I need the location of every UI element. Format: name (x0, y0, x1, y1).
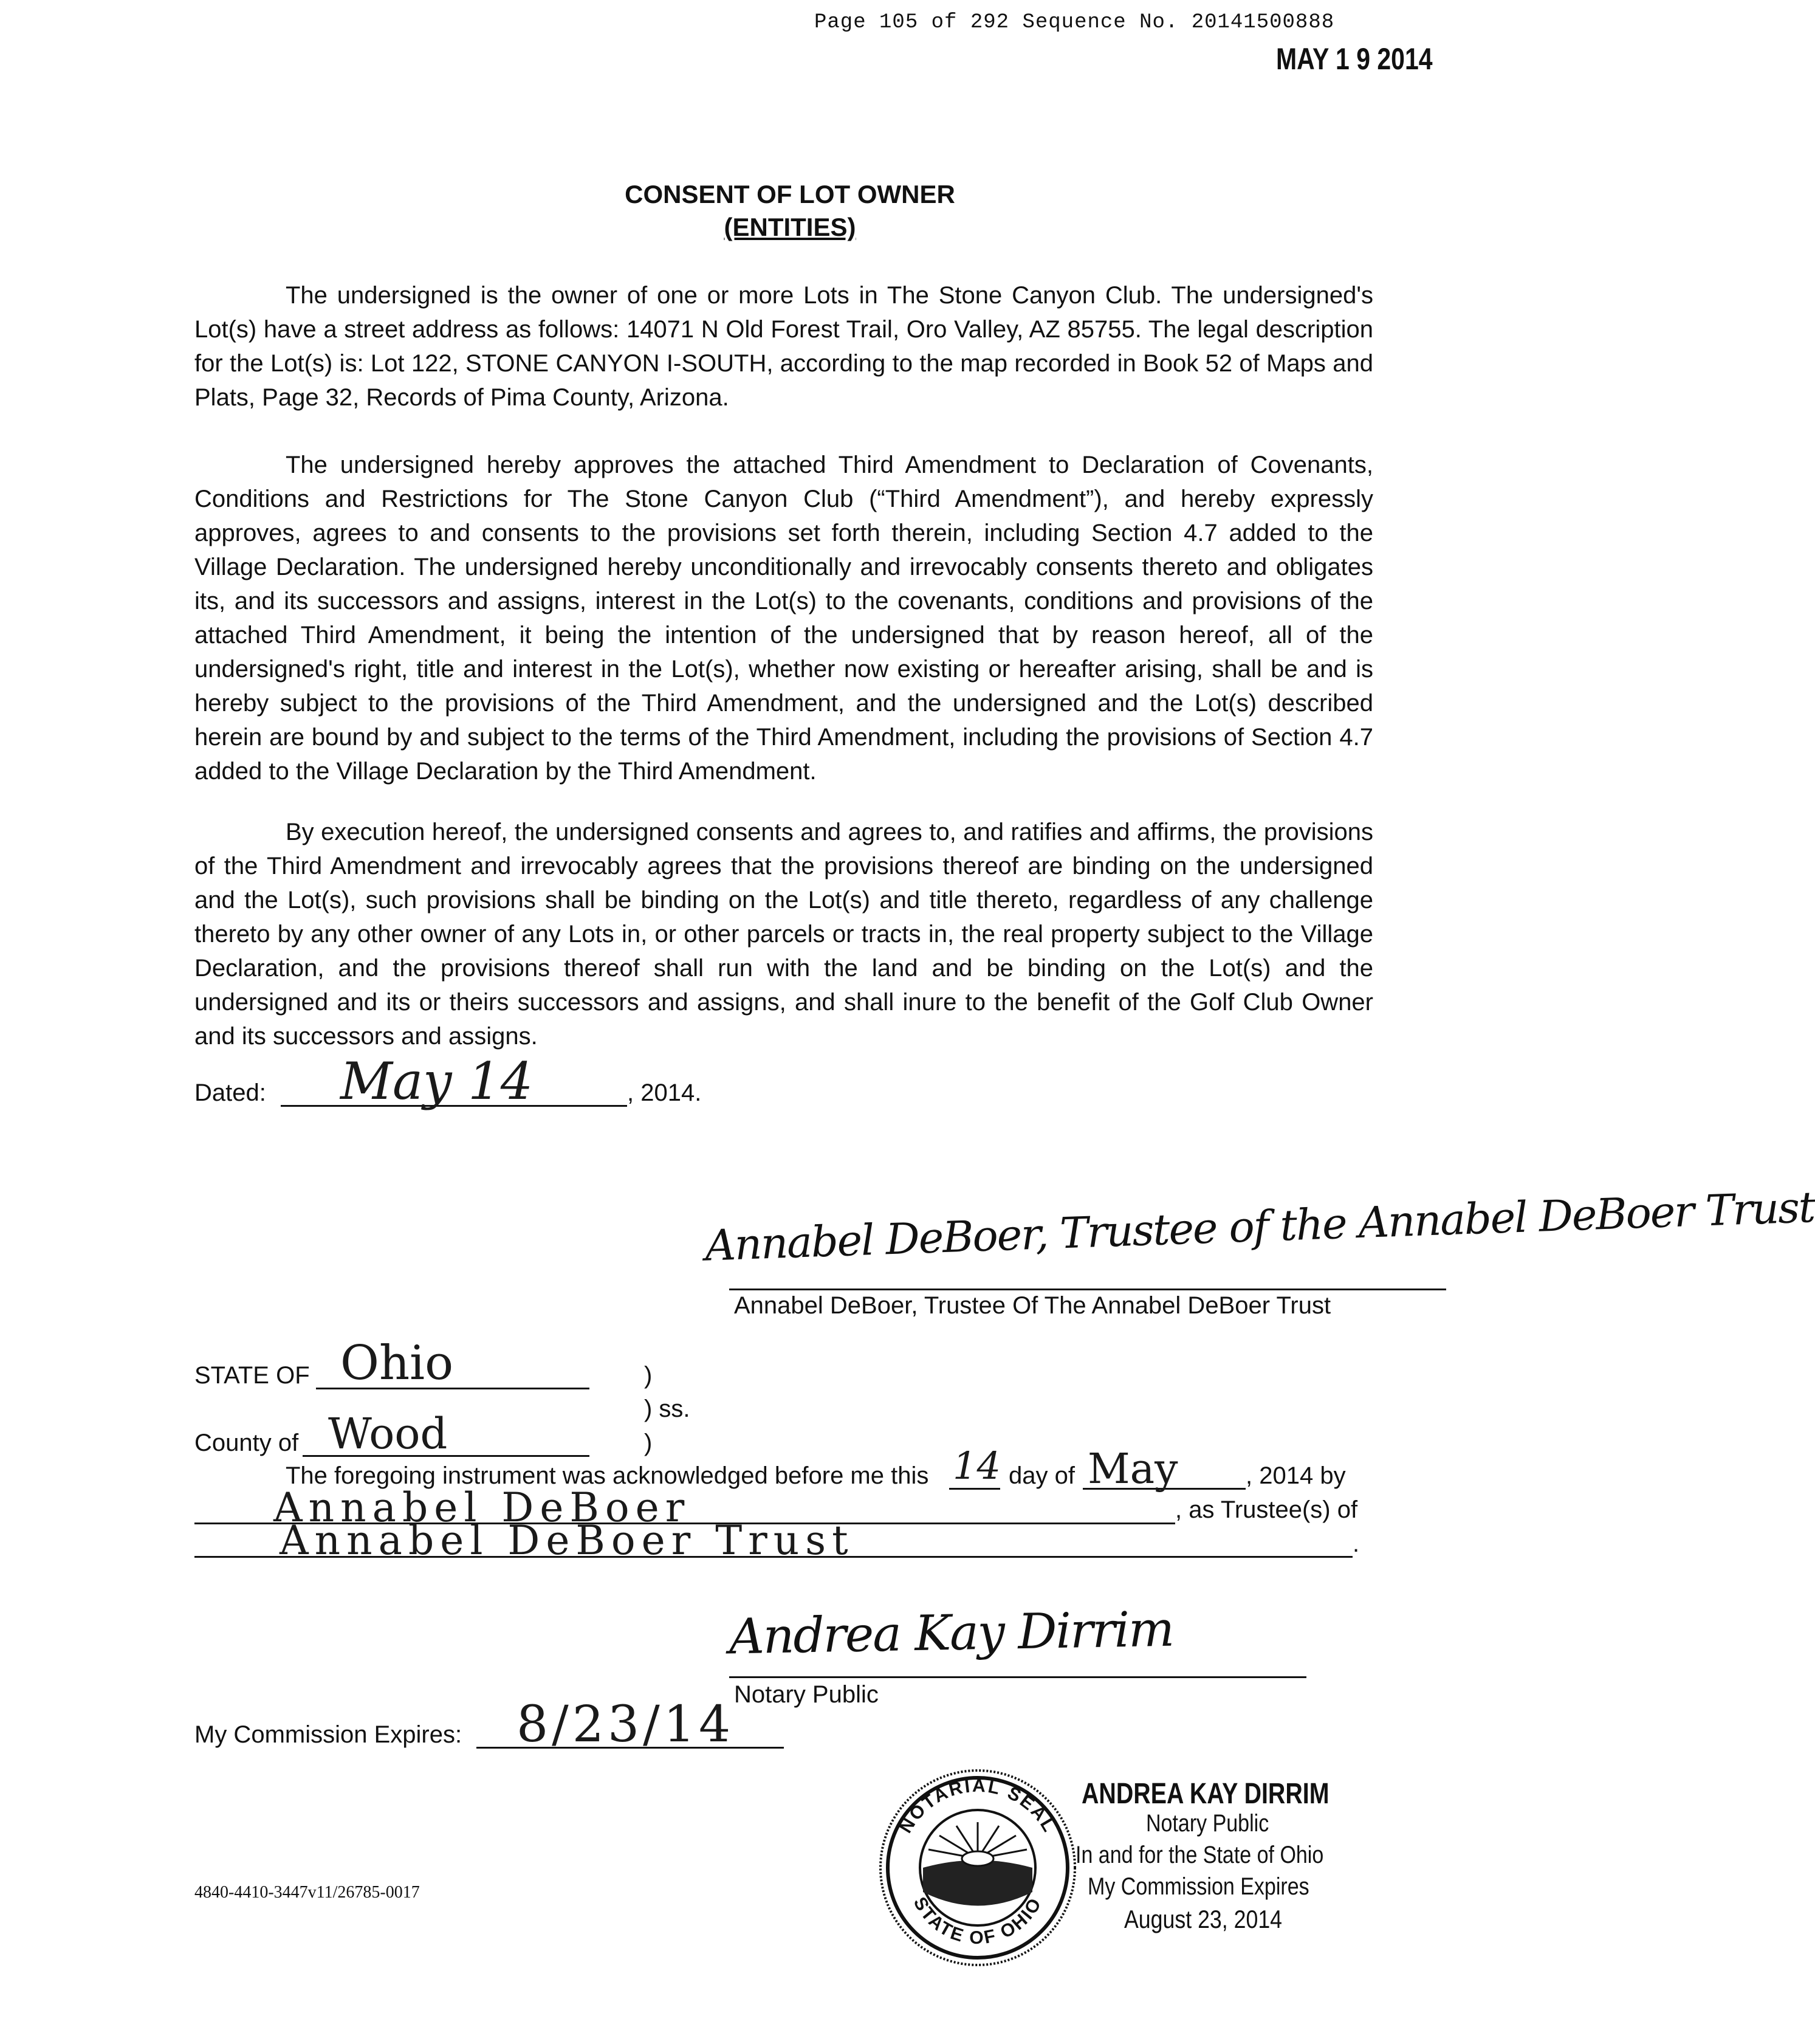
seal-name: ANDREA KAY DIRRIM (1082, 1778, 1330, 1810)
paren-1: ) (644, 1362, 653, 1389)
seal-ring-top: NOTARIAL SEAL (895, 1775, 1060, 1837)
trustee-suffix: , as Trustee(s) of (1175, 1496, 1358, 1523)
state-label: STATE OF (194, 1362, 310, 1389)
trust-period: . (1353, 1530, 1360, 1557)
notarial-seal-icon (877, 1767, 1078, 1968)
trust-name: Annabel DeBoer Trust (280, 1517, 854, 1564)
ack-day-label: day of (1009, 1462, 1075, 1489)
ack-prefix: The foregoing instrument was acknowledged before me this (286, 1462, 929, 1489)
county-value: Wood (328, 1409, 448, 1459)
commission-value: 8/23/14 (516, 1696, 735, 1753)
ack-day: 14 (953, 1444, 1001, 1488)
owner-printed-name: Annabel DeBoer, Trustee Of The Annabel DeBoer Trust (734, 1292, 1331, 1319)
paragraph-approval: The undersigned hereby approves the attached Third Amendment to Declaration of Covenants, Conditions and Restrictions for The Stone Canyon Club (“Third Amendment”), and hereby expressly approves, agrees to and consents to the provisions set forth therein, including Section 4.7 added to the Village Declaration. The undersigned hereby unconditionally and irrevocably consents thereto and obligates its, and its successors and assigns, interest in the Lot(s) to the covenants, conditions and provisions of the attached Third Amendment, it being the intention of the undersigned that by reason hereof, all of the undersigned's right, title and interest in the Lot(s), whether now existing or hereafter arising, shall be and is hereby subject to the provisions of the Third Amendment, and the undersigned and the Lot(s) described herein are bound by and subject to the terms of the Third Amendment, including the provisions of Section 4.7 added to the Village Declaration by the Third Amendment. (194, 452, 1373, 785)
seal-commission: My Commission Expires (1088, 1873, 1309, 1900)
notary-signature: Andrea Kay Dirrim (729, 1600, 1174, 1665)
seal-ring-bottom: STATE OF OHIO (909, 1893, 1046, 1949)
county-label: County of (194, 1430, 299, 1456)
paragraph-ratification: By execution hereof, the undersigned consents and agrees to, and ratifies and affirms, the provisions of the Third Amendment and irrevocably agrees that the provisions thereof are binding on the undersigned and the Lot(s), such provisions shall be binding on the Lot(s) and title thereto, regardless of any challenge thereto by any other owner of any Lots in, or other parcels or tracts in, the real property subject to the Village Declaration, and the provisions thereof shall run with the land and be binding on the Lot(s) and the undersigned and its or theirs successors and assigns, and shall inure to the benefit of the Golf Club Owner and its successors and assigns. (194, 819, 1373, 1050)
paren-3: ) (644, 1430, 653, 1456)
footer-doc-id: 4840-4410-3447v11/26785-0017 (194, 1883, 420, 1902)
ss-label: ) ss. (644, 1395, 690, 1422)
seal-expiry: August 23, 2014 (1124, 1905, 1283, 1933)
dated-handwritten: May 14 (340, 1051, 534, 1111)
received-date-stamp: MAY 1 9 2014 (1276, 42, 1433, 76)
ack-month: May (1088, 1445, 1178, 1493)
owner-signature: Annabel DeBoer, Trustee of the Annabel DeBoer Trust (704, 1182, 1815, 1271)
dated-label: Dated: (194, 1079, 266, 1106)
ack-day-underline (949, 1488, 1000, 1490)
document-subtitle: (ENTITIES) (724, 213, 856, 241)
dated-year: , 2014. (627, 1079, 702, 1106)
commission-label: My Commission Expires: (194, 1721, 462, 1748)
notary-label: Notary Public (734, 1681, 879, 1708)
seal-jurisdiction: In and for the State of Ohio (1076, 1842, 1324, 1868)
ack-year: , 2014 by (1246, 1462, 1346, 1489)
document-title: CONSENT OF LOT OWNER (625, 180, 955, 208)
state-value: Ohio (340, 1336, 454, 1391)
page-sequence-header: Page 105 of 292 Sequence No. 20141500888 (814, 11, 1335, 34)
seal-title: Notary Public (1146, 1810, 1269, 1837)
paragraph-lot-description: The undersigned is the owner of one or more Lots in The Stone Canyon Club. The undersigned's Lot(s) have a street address as follows: 14071 N Old Forest Trail, Oro Valley, AZ 85755. The legal description for the Lot(s) is: Lot 122, STONE CANYON I-SOUTH, according to the map recorded in Book 52 of Maps and Plats, Page 32, Records of Pima County, Arizona. (194, 282, 1373, 411)
ack-name: Annabel DeBoer (273, 1484, 691, 1531)
